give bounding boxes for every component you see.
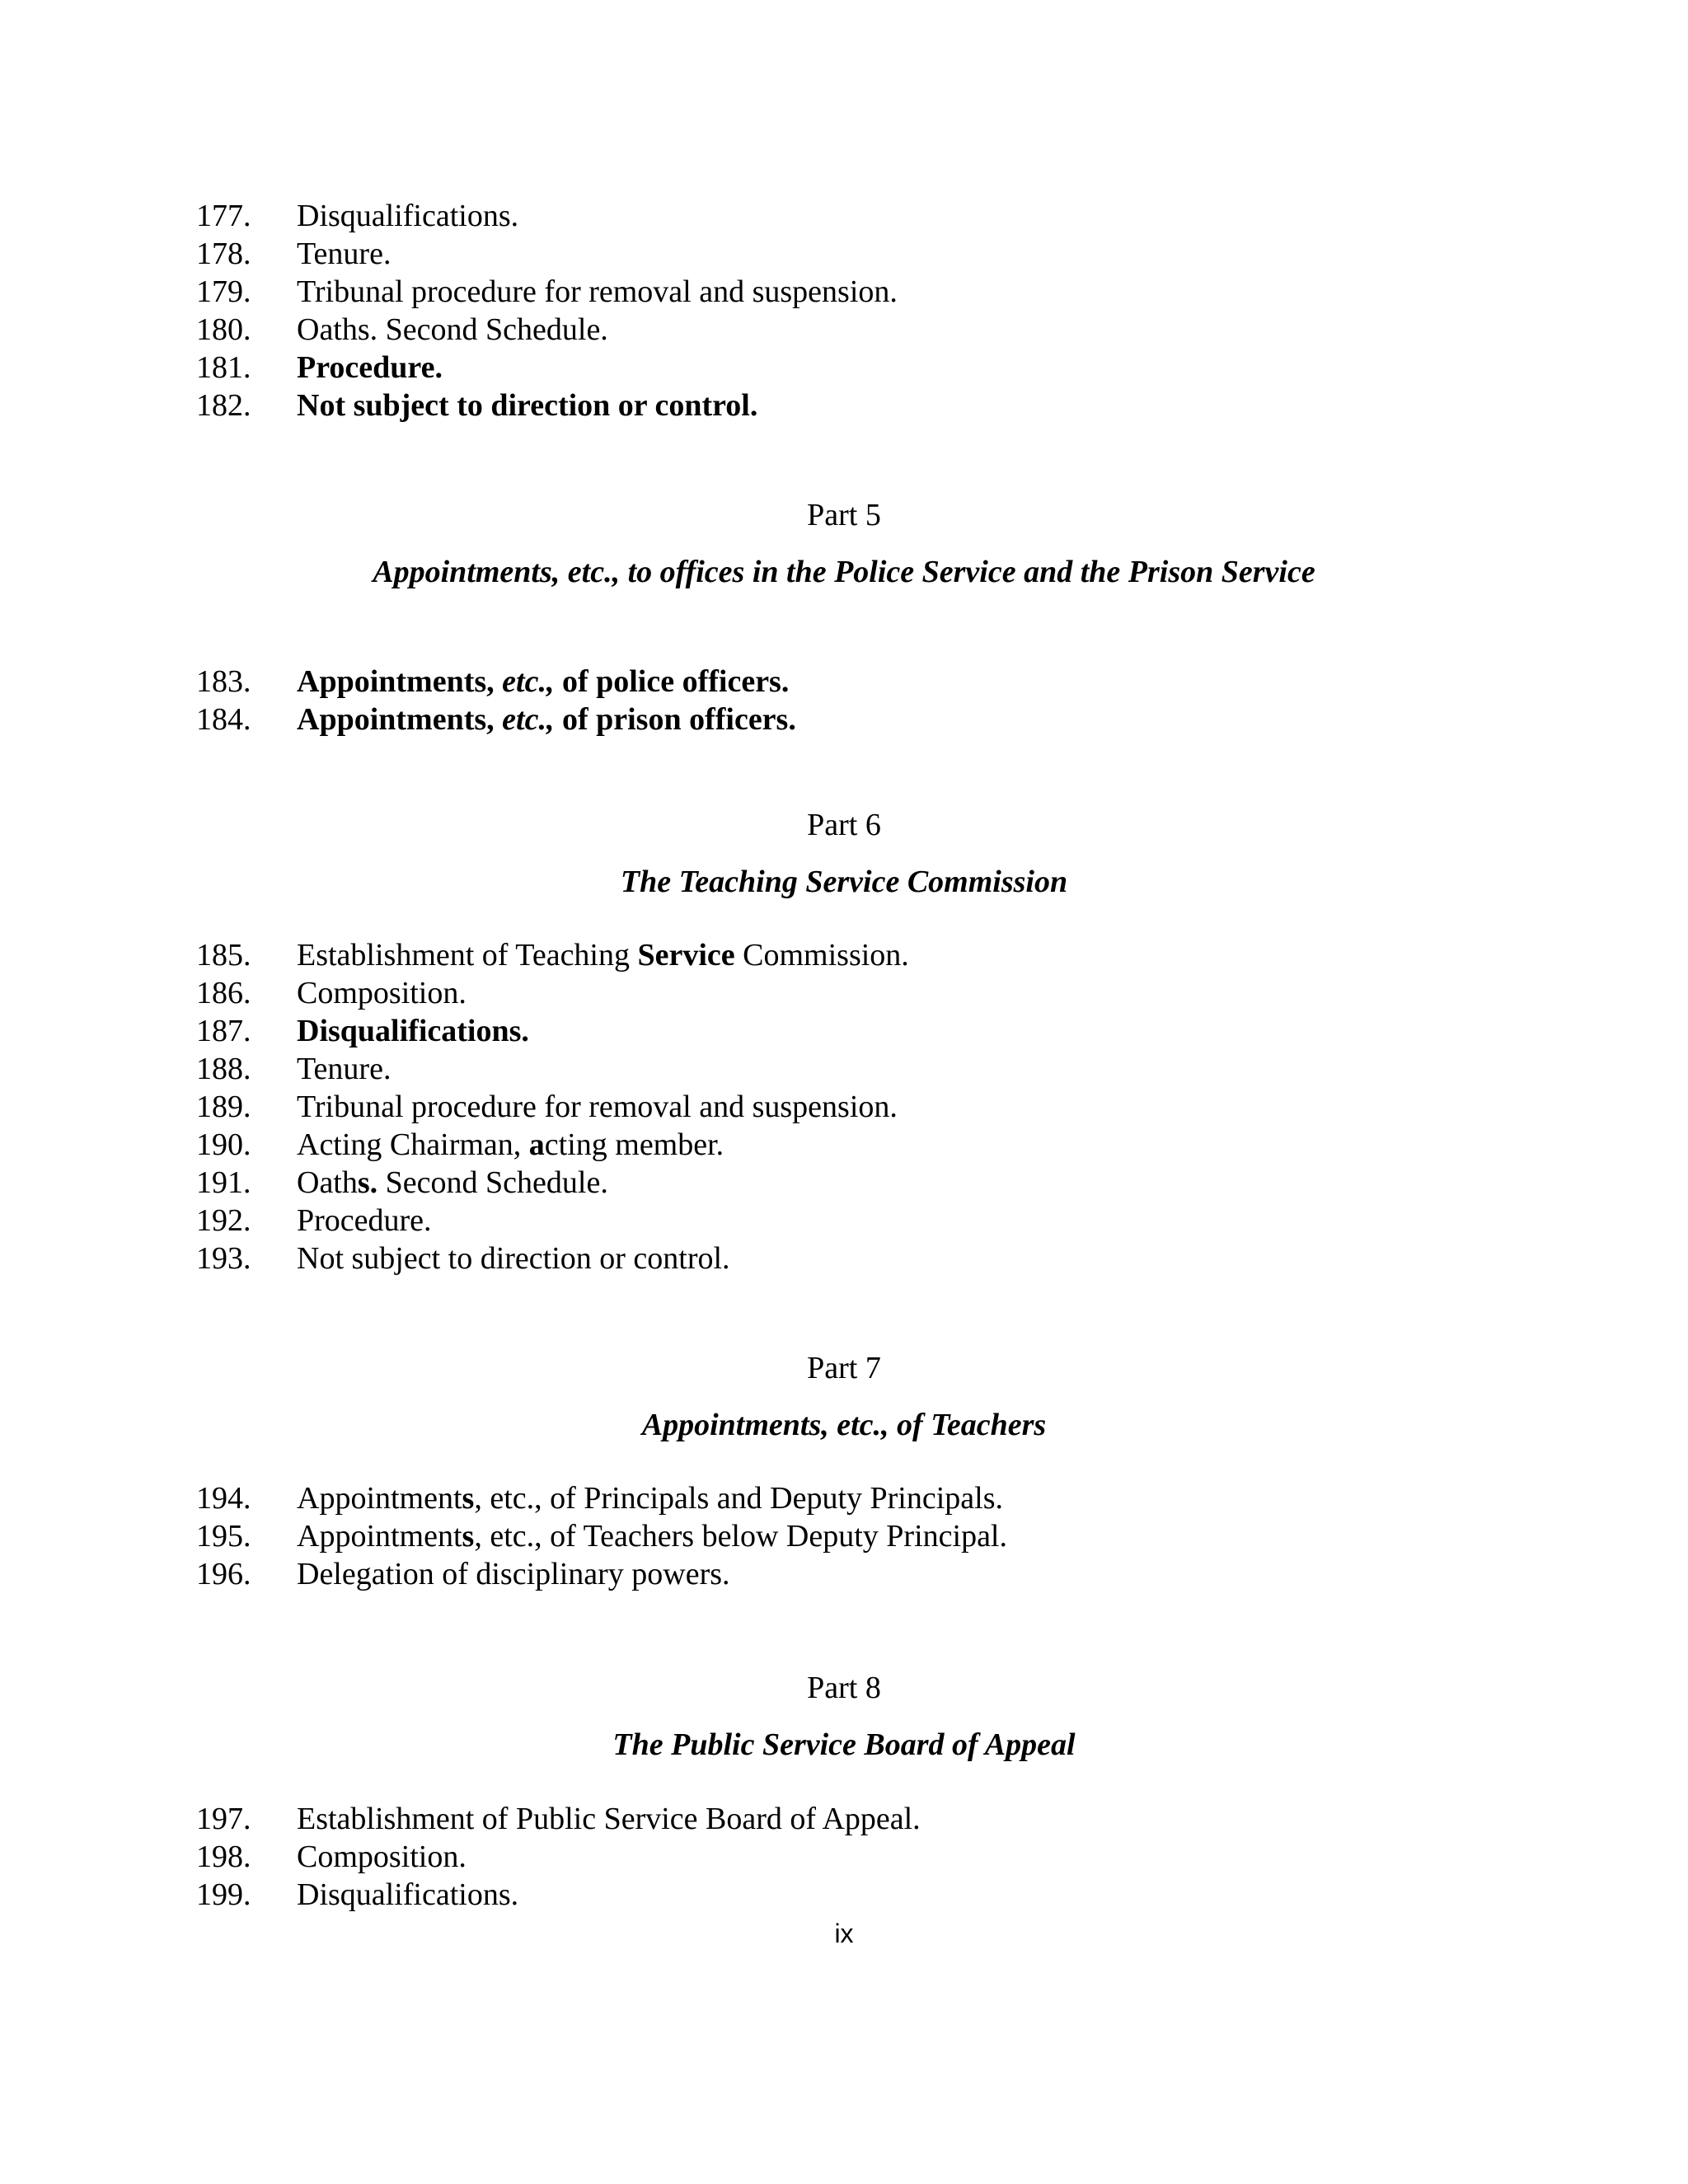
entry-number: 187. xyxy=(196,1014,251,1048)
entry-text-part: Appointments, xyxy=(297,702,503,737)
entry-text-part: Oath xyxy=(297,1165,358,1200)
toc-entry-182 xyxy=(0,386,1688,425)
toc-entry-190 xyxy=(0,1125,1688,1165)
entry-text-part: Appointment xyxy=(297,1519,462,1554)
entry-text: Establishment of Public Service Board of Appeal. xyxy=(297,1802,921,1836)
toc-entry-194 xyxy=(0,1479,1688,1518)
toc-entry-185 xyxy=(0,935,1688,975)
entry-number: 183. xyxy=(196,664,251,699)
entry-text-part: Appointment xyxy=(297,1481,462,1516)
toc-entry-184 xyxy=(0,700,1688,739)
entry-number: 192. xyxy=(196,1203,251,1238)
entry-text xyxy=(297,1163,608,1202)
entry-number: 182. xyxy=(196,388,251,423)
toc-entry-177 xyxy=(0,196,1688,236)
entry-number: 179. xyxy=(196,274,251,309)
toc-entry-186 xyxy=(0,973,1688,1013)
entry-text-bold: s. xyxy=(357,1165,378,1200)
toc-entry-178 xyxy=(0,234,1688,274)
entry-text-part: , etc., of Teachers below Deputy Principal. xyxy=(474,1519,1007,1554)
toc-entry-179 xyxy=(0,272,1688,312)
entry-number: 184. xyxy=(196,702,251,737)
toc-entry-183 xyxy=(0,662,1688,701)
part-7-label: Part 7 xyxy=(807,1351,881,1385)
entry-text xyxy=(297,935,909,975)
entry-text xyxy=(297,1516,1007,1556)
entry-text: Tenure. xyxy=(297,237,392,271)
entry-number: 193. xyxy=(196,1241,251,1276)
toc-entry-187 xyxy=(0,1011,1688,1051)
entry-text: Tribunal procedure for removal and suspension. xyxy=(297,1090,898,1124)
entry-text: Delegation of disciplinary powers. xyxy=(297,1557,730,1591)
toc-entry-180 xyxy=(0,310,1688,349)
entry-text: Tribunal procedure for removal and suspension. xyxy=(297,274,898,309)
entry-text: Composition. xyxy=(297,976,467,1010)
entry-text-part: Commission. xyxy=(734,938,909,972)
entry-text: Procedure. xyxy=(297,350,443,385)
toc-entry-181 xyxy=(0,348,1688,387)
entry-text-part: of police officers. xyxy=(554,664,790,699)
toc-entry-189 xyxy=(0,1087,1688,1127)
entry-text: Disqualifications. xyxy=(297,199,519,233)
entry-text: Tenure. xyxy=(297,1052,392,1086)
entry-number: 180. xyxy=(196,312,251,347)
toc-entry-193 xyxy=(0,1239,1688,1278)
entry-number: 198. xyxy=(196,1840,251,1874)
entry-text: Procedure. xyxy=(297,1203,432,1238)
page-number: ix xyxy=(834,1919,854,1948)
entry-text-bold: s xyxy=(462,1519,475,1554)
entry-text xyxy=(297,1125,724,1165)
part-8-title: The Public Service Board of Appeal xyxy=(612,1727,1076,1762)
part-8-label: Part 8 xyxy=(807,1671,881,1705)
part-7-title: Appointments, etc., of Teachers xyxy=(641,1408,1047,1442)
entry-text-bold: s xyxy=(462,1481,475,1516)
entry-text xyxy=(297,700,796,739)
toc-entry-191 xyxy=(0,1163,1688,1202)
part-5-label: Part 5 xyxy=(807,498,881,532)
part-6-title: The Teaching Service Commission xyxy=(620,865,1068,899)
toc-entry-188 xyxy=(0,1049,1688,1089)
entry-number: 181. xyxy=(196,350,251,385)
toc-entry-197 xyxy=(0,1799,1688,1839)
entry-text-part: Appointments, xyxy=(297,664,503,699)
toc-entry-199 xyxy=(0,1875,1688,1915)
part-6-label: Part 6 xyxy=(807,808,881,842)
entry-number: 195. xyxy=(196,1519,251,1554)
entry-text-part: Second Schedule. xyxy=(377,1165,608,1200)
entry-text xyxy=(297,662,789,701)
entry-text-italic: etc., xyxy=(502,702,555,737)
entry-text-part: Establishment of Teaching xyxy=(297,938,638,972)
entry-number: 188. xyxy=(196,1052,251,1086)
entry-number: 190. xyxy=(196,1127,251,1162)
entry-text-bold: a xyxy=(528,1127,545,1162)
toc-entry-198 xyxy=(0,1837,1688,1877)
entry-text-part: , etc., of Principals and Deputy Principals. xyxy=(474,1481,1003,1516)
entry-number: 194. xyxy=(196,1481,251,1516)
entry-number: 199. xyxy=(196,1877,251,1912)
toc-entry-196 xyxy=(0,1554,1688,1594)
entry-number: 191. xyxy=(196,1165,251,1200)
part-5-title: Appointments, etc., to offices in the Police Service and the Prison Service xyxy=(373,555,1315,589)
entry-number: 185. xyxy=(196,938,251,972)
entry-text: Not subject to direction or control. xyxy=(297,1241,730,1276)
entry-text-bold: Service xyxy=(637,938,735,972)
entry-number: 189. xyxy=(196,1090,251,1124)
entry-number: 196. xyxy=(196,1557,251,1591)
entry-number: 178. xyxy=(196,237,251,271)
entry-text-italic: etc., xyxy=(502,664,555,699)
entry-text: Oaths. Second Schedule. xyxy=(297,312,608,347)
entry-text-part: Acting Chairman, xyxy=(297,1127,529,1162)
entry-text: Disqualifications. xyxy=(297,1877,519,1912)
entry-number: 186. xyxy=(196,976,251,1010)
toc-entry-192 xyxy=(0,1201,1688,1240)
entry-text-part: of prison officers. xyxy=(554,702,796,737)
toc-entry-195 xyxy=(0,1516,1688,1556)
entry-number: 177. xyxy=(196,199,251,233)
entry-text: Disqualifications. xyxy=(297,1014,529,1048)
entry-text xyxy=(297,1479,1003,1518)
entry-text-part: cting member. xyxy=(544,1127,724,1162)
entry-text: Not subject to direction or control. xyxy=(297,388,758,423)
entry-number: 197. xyxy=(196,1802,251,1836)
entry-text: Composition. xyxy=(297,1840,467,1874)
